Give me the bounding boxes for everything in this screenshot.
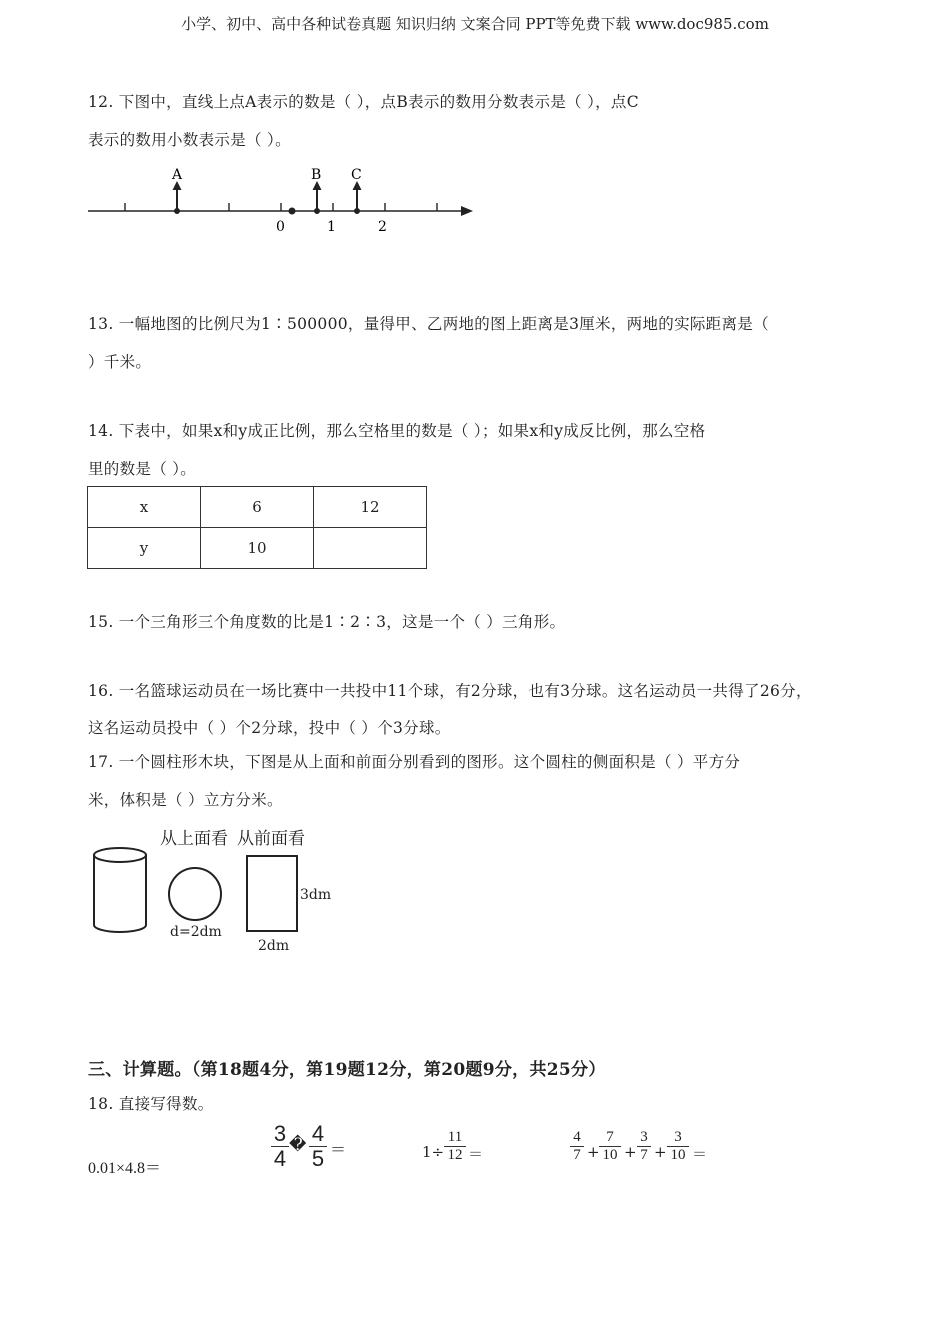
point-b-arrow [313, 181, 322, 214]
view-front-label: 从前面看 [237, 829, 305, 848]
top-view-circle [169, 868, 221, 920]
q17-line2: 米，体积是（ ）立方分米。 [88, 791, 283, 809]
denominator: 4 [273, 1146, 287, 1172]
q15-line1: 15. 一个三角形三个角度数的比是1∶2∶3，这是一个（ ）三角形。 [88, 613, 566, 631]
expr-2-operator: � [289, 1135, 307, 1155]
table-cell: 6 [201, 487, 314, 528]
xy-table [87, 486, 427, 569]
plus-sign: + [624, 1143, 637, 1161]
table-cell: 12 [314, 487, 427, 528]
denominator: 10 [670, 1146, 686, 1163]
view-top-label: 从上面看 [160, 829, 228, 848]
table-cell: y [88, 528, 201, 569]
width-label: 2dm [258, 938, 290, 954]
q14-line2: 里的数是（ ）。 [88, 460, 197, 478]
numerator: 4 [309, 1122, 327, 1147]
cylinder-icon [94, 848, 146, 932]
tick-2: 2 [378, 219, 387, 235]
axis-arrow-icon [461, 206, 473, 216]
q12-line2: 表示的数用小数表示是（ ）。 [88, 131, 291, 149]
point-a-arrow [173, 181, 182, 214]
q16-line2: 这名运动员投中（ ）个2分球，投中（ ）个3分球。 [88, 719, 451, 737]
q16-line1: 16. 一名篮球运动员在一场比赛中一共投中11个球，有2分球，也有3分球。这名运动员一共得了26分， [88, 682, 812, 700]
table-cell: x [88, 487, 201, 528]
label-a: A [172, 167, 183, 183]
table-cell-blank[interactable] [314, 528, 427, 569]
denominator: 5 [311, 1146, 325, 1172]
numerator: 4 [570, 1129, 584, 1147]
denominator: 10 [602, 1146, 618, 1163]
plus-sign: + [654, 1143, 667, 1161]
expr-1: 0.01×4.8＝ [88, 1160, 162, 1177]
q12-line1: 12. 下图中，直线上点A表示的数是（ ），点B表示的数用分数表示是（ ），点C [88, 93, 639, 111]
denominator: 7 [640, 1146, 648, 1163]
q17-line1: 17. 一个圆柱形木块，下图是从上面和前面分别看到的图形。这个圆柱的侧面积是（ ）平方分 [88, 753, 741, 771]
tick-0: 0 [276, 219, 285, 235]
table-cell: 10 [201, 528, 314, 569]
q13-line1: 13. 一幅地图的比例尺为1∶500000，量得甲、乙两地的图上距离是3厘米，两地的实际距离是（ [88, 315, 769, 333]
height-label: 3dm [300, 887, 332, 903]
denominator: 7 [573, 1146, 581, 1163]
plus-sign: + [587, 1143, 600, 1161]
front-view-rect [247, 856, 297, 931]
origin-dot [289, 208, 296, 215]
number-line-figure [80, 160, 490, 240]
expr-4-equals: ＝ [692, 1145, 708, 1163]
numerator: 3 [667, 1129, 689, 1147]
expr-4-frac-2 [599, 1129, 621, 1163]
expr-2-frac-a [271, 1122, 289, 1171]
point-c-arrow [353, 181, 362, 214]
expr-4-frac-1 [570, 1129, 584, 1163]
expr-4-frac-4 [667, 1129, 689, 1163]
expr-3-frac [444, 1129, 466, 1163]
q14-line1: 14. 下表中，如果x和y成正比例，那么空格里的数是（ ）；如果x和y成反比例，那么空格 [88, 422, 706, 440]
expr-3-lead: 1÷ [422, 1143, 445, 1161]
numerator: 11 [444, 1129, 466, 1147]
ticks [125, 203, 437, 211]
diameter-label: d=2dm [170, 924, 222, 940]
label-c: C [351, 167, 362, 183]
expr-3-equals: ＝ [468, 1145, 484, 1163]
expr-2-equals: ＝ [330, 1140, 347, 1159]
expr-4-frac-3 [637, 1129, 651, 1163]
label-b: B [311, 167, 322, 183]
denominator: 12 [447, 1146, 463, 1163]
numerator: 3 [637, 1129, 651, 1147]
q13-line2: ）千米。 [88, 353, 152, 371]
page-header: 小学、初中、高中各种试卷真题 知识归纳 文案合同 PPT等免费下载 www.doc985.com [181, 15, 769, 33]
tick-1: 1 [327, 219, 336, 235]
table-row [88, 487, 427, 528]
table-row [88, 528, 427, 569]
section-3-title: 三、计算题。（第18题4分，第19题12分，第20题9分，共25分） [88, 1060, 606, 1080]
q18-title: 18. 直接写得数。 [88, 1095, 214, 1113]
expr-2-frac-b [309, 1122, 327, 1171]
numerator: 7 [599, 1129, 621, 1147]
numerator: 3 [271, 1122, 289, 1147]
